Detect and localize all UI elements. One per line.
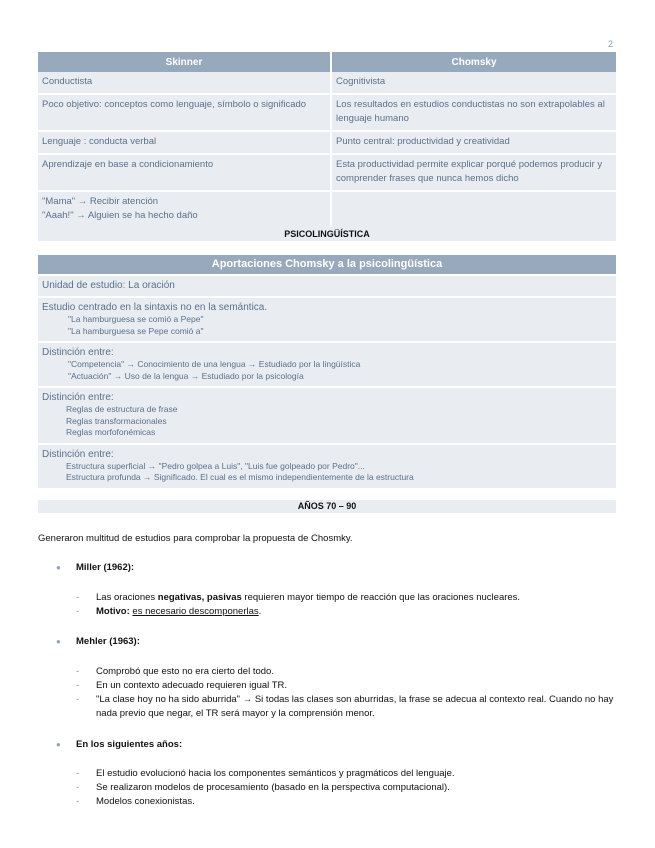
mehler-bullet [56, 636, 140, 647]
mehler-list [76, 665, 621, 721]
contrib-row-syntax [38, 296, 616, 341]
dash-icon: - [76, 680, 80, 691]
example-mama: "Mama" → Recibir atención [42, 196, 159, 207]
list-item [76, 795, 621, 809]
list-item [76, 605, 621, 619]
syntax-example: "La hamburguesa se Pepe comió a" [68, 325, 204, 336]
distinction-item: Estructura superficial → "Pedro golpea a Luis", "Luis fue golpeado por Pedro"... [66, 460, 365, 471]
distinction-title: Distinción entre: [42, 392, 114, 403]
contrib-row-unit [38, 274, 616, 296]
table-row [38, 154, 616, 191]
table-cell: Esta productividad permite explicar porqué podemos producir y comprender frases que nunca hemos dicho [331, 154, 616, 191]
table-row [38, 131, 616, 154]
distinction-title: Distinción entre: [42, 347, 114, 358]
distinction-item: Reglas morfofonémicas [66, 427, 156, 437]
list-item [76, 693, 621, 721]
distinction-title: Distinción entre: [42, 448, 114, 460]
distinction-item: Reglas transformacionales [66, 415, 167, 426]
list-item-text: En un contexto adecuado requieren igual TR. [96, 680, 288, 691]
following-bullet [56, 739, 182, 750]
miller-list [76, 591, 621, 619]
skinner-chomsky-table [38, 52, 616, 229]
list-item [76, 679, 621, 693]
list-item [76, 665, 621, 679]
syntax-title: Estudio centrado en la sintaxis no en la semántica. [42, 302, 268, 313]
page-number: 2 [608, 39, 614, 49]
table-cell: Lenguaje : conducta verbal [38, 131, 331, 154]
list-item-text: Comprobó que esto no era cierto del todo. [96, 666, 274, 677]
list-item-text: Modelos conexionistas. [96, 796, 195, 807]
list-item-text: "La clase hoy no ha sido aburrida" → Si todas las clases son aburridas, la frase se adecua al contexto real. Cuando no hay nada previo que negar, el TR será mayor y la comprensión menor. [96, 694, 614, 719]
table-cell [38, 191, 331, 228]
miller-text: Las oraciones [96, 592, 158, 603]
dash-icon: - [76, 796, 80, 807]
dash-icon: - [76, 694, 80, 705]
motivo-text: es necesario descomponerlas [132, 606, 259, 617]
contributions-table [38, 255, 616, 488]
following-list [76, 767, 621, 809]
unit-text: Unidad de estudio: La oración [42, 280, 175, 291]
dash-icon: - [76, 592, 80, 603]
following-title: En los siguientes años: [76, 739, 183, 750]
example-aaah: "Aaah!" → Alguien se ha hecho daño [42, 210, 198, 221]
contrib-row-distinction-1 [38, 341, 616, 386]
list-item [76, 767, 621, 781]
contrib-row-distinction-3 [38, 443, 616, 488]
table-cell [331, 191, 616, 228]
syntax-example: "La hamburguesa se comió a Pepe" [68, 314, 204, 324]
dash-icon: - [76, 666, 80, 677]
psicolinguistica-heading: PSICOLINGÜÍSTICA [38, 227, 616, 241]
dash-icon: - [76, 782, 80, 793]
motivo-end: . [258, 606, 262, 617]
list-item [76, 591, 621, 605]
table-cell: Aprendizaje en base a condicionamiento [38, 154, 331, 191]
header-chomsky: Chomsky [331, 52, 616, 72]
table-row [38, 72, 616, 94]
motivo-label: Motivo: [96, 606, 130, 617]
distinction-item: "Actuación" → Uso de la lengua → Estudiado por la psicología [68, 370, 304, 381]
list-item [76, 781, 621, 795]
table-cell: Punto central: productividad y creatividad [331, 131, 616, 154]
dash-icon: - [76, 768, 80, 779]
miller-title: Miller (1962): [76, 562, 135, 573]
table-cell: Conductista [38, 72, 331, 94]
miller-text: requieren mayor tiempo de reacción que las oraciones nucleares. [241, 592, 521, 603]
table-cell: Cognitivista [331, 72, 616, 94]
dash-icon: - [76, 606, 80, 617]
list-item-text: El estudio evolucionó hacia los componentes semánticos y pragmáticos del lenguaje. [96, 768, 455, 779]
distinction-item: "Competencia" → Conocimiento de una lengua → Estudiado por la lingüística [68, 359, 361, 369]
contributions-title: Aportaciones Chomsky a la psicolingüística [38, 255, 616, 274]
table-cell: Poco objetivo: conceptos como lenguaje, símbolo o significado [38, 94, 331, 131]
years-heading: AÑOS 70 – 90 [38, 500, 616, 513]
bullet-icon: ● [56, 637, 61, 646]
header-skinner: Skinner [38, 52, 331, 72]
bullet-icon: ● [56, 740, 61, 749]
intro-text: Generaron multitud de estudios para comprobar la propuesta de Chosmky. [38, 533, 353, 544]
bullet-icon: ● [56, 563, 61, 572]
miller-bold: negativas, pasivas [157, 592, 242, 603]
mehler-title: Mehler (1963): [76, 636, 140, 647]
table-cell: Los resultados en estudios conductistas no son extrapolables al lenguaje humano [331, 94, 616, 131]
contrib-row-distinction-2 [38, 386, 616, 443]
table-row [38, 191, 616, 228]
distinction-item: Estructura profunda → Significado. El cual es el mismo independientemente de la estructura [66, 472, 414, 482]
table-row [38, 94, 616, 131]
miller-bullet [56, 562, 134, 573]
list-item-text: Se realizaron modelos de procesamiento (basado en la perspectiva computacional). [96, 782, 450, 793]
distinction-item: Reglas de estructura de frase [66, 404, 178, 414]
